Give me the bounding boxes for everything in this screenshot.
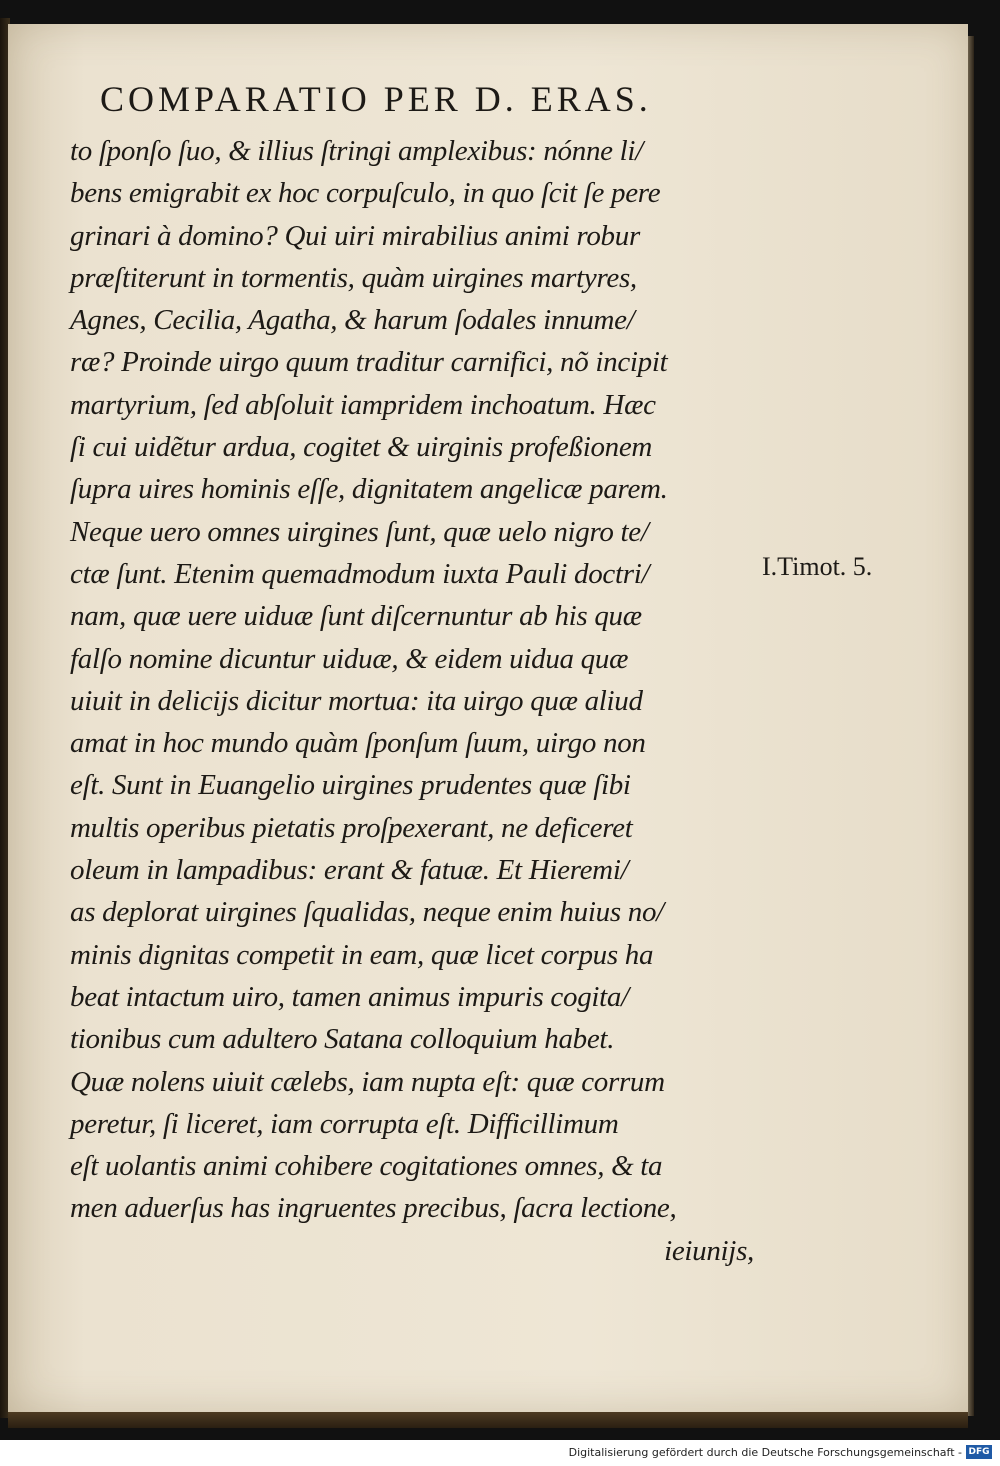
text-line: as deplorat uirgines ſqualidas, neque enim huius no/: [70, 896, 664, 929]
text-line: martyrium, ſed abſoluit iampridem inchoatum. Hæc: [70, 388, 656, 421]
text-line: Quæ nolens uiuit cælebs, iam nupta eſt: quæ corrum: [70, 1065, 665, 1098]
text-line: oleum in lampadibus: erant & fatuæ. Et Hieremi/: [70, 854, 629, 887]
main-text-block: [70, 130, 770, 1272]
text-line: Agnes, Cecilia, Agatha, & harum ſodales innume/: [70, 304, 635, 337]
text-line: amat in hoc mundo quàm ſponſum ſuum, uirgo non: [70, 727, 646, 760]
text-line: ſi cui uidẽtur ardua, cogitet & uirginis profeßionem: [70, 431, 653, 464]
text-line: men aduerſus has ingruentes precibus, ſacra lectione,: [70, 1192, 677, 1225]
text-line: ſupra uires hominis eſſe, dignitatem angelicæ parem.: [70, 473, 668, 506]
marginal-note: I.Timot. 5.: [762, 552, 873, 581]
text-line: eſt uolantis animi cohibere cogitationes omnes, & ta: [70, 1150, 663, 1183]
text-line: falſo nomine dicuntur uiduæ, & eidem uidua quæ: [70, 642, 629, 675]
text-line: minis dignitas competit in eam, quæ licet corpus ha: [70, 938, 654, 971]
footer-credit: Digitalisierung gefördert durch die Deutsche Forschungsgemeinschaft -: [568, 1446, 962, 1459]
text-line: Neque uero omnes uirgines ſunt, quæ uelo nigro te/: [70, 515, 649, 548]
text-line: tionibus cum adultero Satana colloquium habet.: [70, 1023, 615, 1056]
text-line: ctæ ſunt. Etenim quemadmodum iuxta Pauli doctri/: [70, 557, 650, 590]
text-line: bens emigrabit ex hoc corpuſculo, in quo ſcit ſe pere: [70, 177, 661, 210]
text-line: multis operibus pietatis proſpexerant, ne deficeret: [70, 811, 633, 844]
footer-bar: [0, 1440, 1000, 1466]
catchword: ieiunijs,: [664, 1234, 754, 1267]
text-line: peretur, ſi liceret, iam corrupta eſt. Difficillimum: [70, 1107, 619, 1140]
running-header: COMPARATIO PER D. ERAS.: [100, 79, 652, 119]
text-line: ræ? Proinde uirgo quum traditur carnifici, nõ incipit: [70, 346, 668, 379]
text-line: uiuit in delicijs dicitur mortua: ita uirgo quæ aliud: [70, 684, 643, 717]
text-line: præſtiterunt in tormentis, quàm uirgines martyres,: [70, 261, 637, 294]
text-line: eſt. Sunt in Euangelio uirgines prudentes quæ ſibi: [70, 769, 631, 802]
dfg-logo: DFG: [966, 1445, 992, 1459]
text-line: beat intactum uiro, tamen animus impuris cogita/: [70, 980, 629, 1013]
text-line: grinari à domino? Qui uiri mirabilius animi robur: [70, 219, 640, 252]
text-line: nam, quæ uere uiduæ ſunt diſcernuntur ab his quæ: [70, 600, 642, 633]
text-line: to ſponſo ſuo, & illius ſtringi amplexibus: nónne li/: [70, 135, 643, 167]
